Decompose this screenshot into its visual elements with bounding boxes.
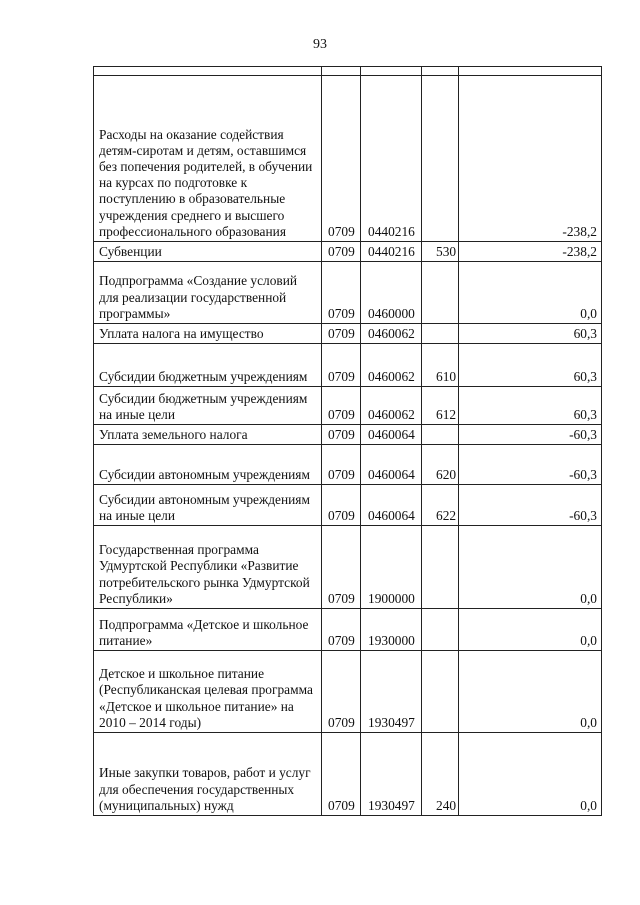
row-code: 0440216 [361, 76, 422, 242]
row-name: Уплата земельного налога [94, 425, 322, 445]
row-amount: 60,3 [459, 344, 602, 387]
row-name: Подпрограмма «Детское и школьное питание» [94, 609, 322, 651]
row-section: 0709 [322, 609, 361, 651]
table-row [94, 324, 602, 344]
row-code: 1930497 [361, 651, 422, 733]
row-amount: -238,2 [459, 76, 602, 242]
row-code: 1900000 [361, 526, 422, 609]
table-row [94, 609, 602, 651]
row-name: Уплата налога на имущество [94, 324, 322, 344]
row-type: 240 [422, 733, 459, 816]
row-amount: -60,3 [459, 445, 602, 485]
row-name: Иные закупки товаров, работ и услуг для обеспечения государственных (муниципальных) нужд [94, 733, 322, 816]
row-name: Субсидии автономным учреждениям [94, 445, 322, 485]
row-type [422, 609, 459, 651]
row-code: 0460000 [361, 262, 422, 324]
row-code: 1930497 [361, 733, 422, 816]
row-code: 0460064 [361, 445, 422, 485]
row-type: 530 [422, 242, 459, 262]
row-amount: -238,2 [459, 242, 602, 262]
row-type: 612 [422, 387, 459, 425]
row-type [422, 425, 459, 445]
row-amount: 0,0 [459, 526, 602, 609]
row-type [422, 324, 459, 344]
row-section: 0709 [322, 445, 361, 485]
budget-table [93, 66, 602, 816]
table-row [94, 526, 602, 609]
row-code: 0460064 [361, 485, 422, 526]
row-amount: 60,3 [459, 324, 602, 344]
table-row [94, 76, 602, 242]
row-code: 1930000 [361, 609, 422, 651]
row-section: 0709 [322, 262, 361, 324]
row-code: 0460062 [361, 344, 422, 387]
row-section: 0709 [322, 242, 361, 262]
row-section: 0709 [322, 651, 361, 733]
row-section: 0709 [322, 733, 361, 816]
row-name: Расходы на оказание содействия детям-сиротам и детям, оставшимся без попечения родителей, в обучении на курсах по подготовке к поступлению в образовательные учреждения среднего и высшего профессионального образования [94, 76, 322, 242]
row-name: Субсидии автономным учреждениям на иные цели [94, 485, 322, 526]
row-name: Детское и школьное питание (Республиканская целевая программа «Детское и школьное питание» на 2010 – 2014 годы) [94, 651, 322, 733]
table-row [94, 425, 602, 445]
row-amount: 0,0 [459, 651, 602, 733]
table-row [94, 445, 602, 485]
row-code: 0440216 [361, 242, 422, 262]
row-type: 622 [422, 485, 459, 526]
row-type [422, 526, 459, 609]
row-type: 620 [422, 445, 459, 485]
row-amount: 0,0 [459, 262, 602, 324]
table-row [94, 387, 602, 425]
row-section: 0709 [322, 76, 361, 242]
row-amount: 60,3 [459, 387, 602, 425]
table-row [94, 651, 602, 733]
row-name: Субвенции [94, 242, 322, 262]
table-row [94, 485, 602, 526]
row-section: 0709 [322, 485, 361, 526]
row-section: 0709 [322, 387, 361, 425]
row-code: 0460062 [361, 387, 422, 425]
row-amount: 0,0 [459, 733, 602, 816]
row-type [422, 262, 459, 324]
row-amount: -60,3 [459, 485, 602, 526]
row-name: Субсидии бюджетным учреждениям на иные цели [94, 387, 322, 425]
row-amount: -60,3 [459, 425, 602, 445]
row-code: 0460062 [361, 324, 422, 344]
table-row [94, 262, 602, 324]
row-type [422, 651, 459, 733]
row-type [422, 76, 459, 242]
row-section: 0709 [322, 344, 361, 387]
row-name: Субсидии бюджетным учреждениям [94, 344, 322, 387]
table-row [94, 242, 602, 262]
row-code: 0460064 [361, 425, 422, 445]
table-top-spacer [94, 67, 602, 76]
table-row [94, 733, 602, 816]
row-section: 0709 [322, 324, 361, 344]
row-section: 0709 [322, 425, 361, 445]
page-number: 93 [313, 37, 327, 52]
table-row [94, 344, 602, 387]
row-section: 0709 [322, 526, 361, 609]
row-name: Подпрограмма «Создание условий для реализации государственной программы» [94, 262, 322, 324]
row-amount: 0,0 [459, 609, 602, 651]
row-name: Государственная программа Удмуртской Республики «Развитие потребительского рынка Удмуртской Республики» [94, 526, 322, 609]
row-type: 610 [422, 344, 459, 387]
